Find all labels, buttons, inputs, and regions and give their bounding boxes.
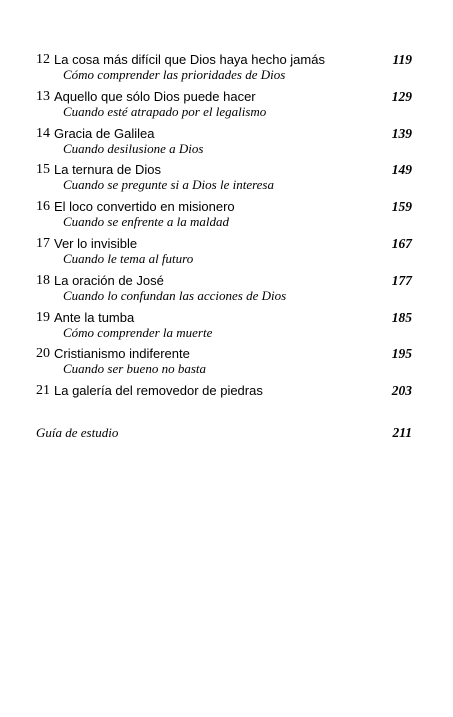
chapter-title: La cosa más difícil que Dios haya hecho jamás	[54, 52, 325, 67]
toc-entry-15[interactable]	[36, 161, 412, 198]
toc-entry-17[interactable]	[36, 235, 412, 272]
chapter-number: 17	[36, 235, 50, 251]
page-number: 195	[391, 346, 412, 362]
chapter-number: 19	[36, 309, 50, 325]
toc-entry-14[interactable]	[36, 125, 412, 162]
page-number: 211	[392, 425, 412, 440]
chapter-title: Cristianismo indiferente	[54, 346, 190, 362]
chapter-title: El loco convertido en misionero	[54, 199, 235, 215]
chapter-number: 21	[36, 383, 50, 399]
chapter-title: Ante la tumba	[54, 309, 135, 325]
page-number: 167	[391, 235, 412, 251]
page-number: 203	[391, 383, 412, 399]
chapter-title: La galería del removedor de piedras	[54, 383, 263, 399]
chapter-subtitle: Cuando le tema al futuro	[63, 250, 194, 266]
chapter-number: 12	[36, 52, 50, 67]
study-guide-label: Guía de estudio	[36, 425, 119, 440]
chapter-number: 13	[36, 88, 50, 104]
chapter-number: 18	[36, 272, 50, 288]
toc-entry-20[interactable]	[36, 345, 412, 382]
table-of-contents	[36, 51, 412, 419]
chapter-subtitle: Cuando se pregunte si a Dios le interesa	[63, 177, 274, 193]
chapter-title: Ver lo invisible	[54, 235, 138, 251]
toc-entry-18[interactable]	[36, 272, 412, 309]
chapter-title: Gracia de Galilea	[54, 125, 155, 141]
page-number: 177	[391, 272, 412, 288]
toc-entry-21[interactable]	[36, 382, 412, 419]
chapter-subtitle: Cuando ser bueno no basta	[63, 361, 206, 377]
page-number: 119	[392, 52, 412, 67]
chapter-subtitle: Cómo comprender la muerte	[63, 324, 213, 340]
chapter-title: Aquello que sólo Dios puede hacer	[54, 88, 256, 104]
chapter-subtitle: Cómo comprender las prioridades de Dios	[63, 67, 286, 82]
chapter-subtitle: Cuando esté atrapado por el legalismo	[63, 103, 267, 119]
toc-entry-12[interactable]	[36, 51, 412, 88]
page-number: 185	[391, 309, 412, 325]
chapter-number: 20	[36, 346, 50, 362]
page-number: 159	[391, 199, 412, 215]
toc-entry-19[interactable]	[36, 309, 412, 346]
chapter-number: 14	[36, 125, 50, 141]
chapter-title: La oración de José	[54, 272, 164, 288]
page-number: 139	[391, 125, 412, 141]
toc-entry-16[interactable]	[36, 198, 412, 235]
chapter-number: 16	[36, 199, 50, 215]
chapter-subtitle: Cuando desilusione a Dios	[63, 140, 204, 156]
page-number: 149	[391, 162, 412, 178]
chapter-subtitle: Cuando se enfrente a la maldad	[63, 214, 229, 230]
toc-entry-13[interactable]	[36, 88, 412, 125]
chapter-number: 15	[36, 162, 50, 178]
toc-entry-study-guide[interactable]	[36, 424, 412, 444]
chapter-title: La ternura de Dios	[54, 162, 161, 178]
chapter-subtitle: Cuando lo confundan las acciones de Dios	[63, 287, 287, 303]
page-number: 129	[391, 88, 412, 104]
